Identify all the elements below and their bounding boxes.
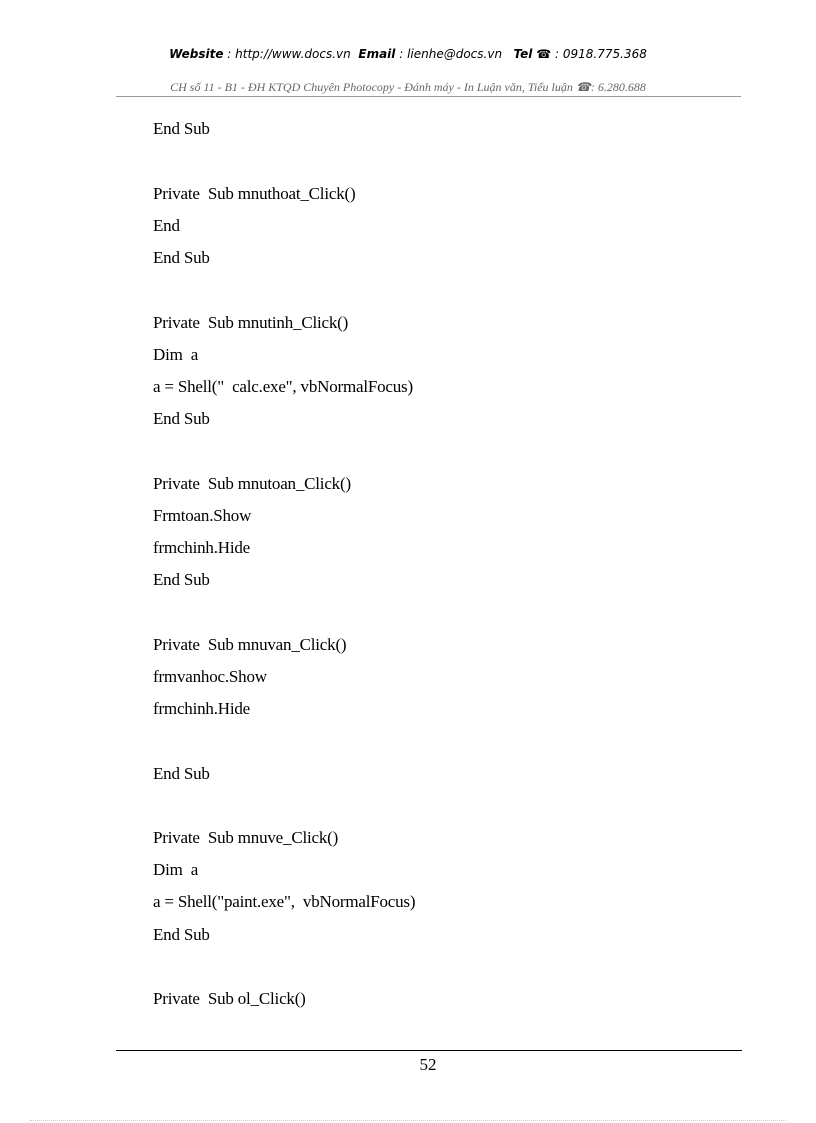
- code-line: a = Shell("paint.exe", vbNormalFocus): [153, 892, 416, 911]
- subline-text: CH số 11 - B1 - ĐH KTQD Chuyên Photocopy - Đánh máy - In Luận văn, Tiểu luận: [170, 80, 573, 94]
- code-line: End Sub: [153, 925, 210, 944]
- code-line: End: [153, 216, 180, 235]
- email-label: Email: [358, 47, 396, 61]
- website-label: Website: [169, 47, 224, 61]
- code-line: Private Sub mnutoan_Click(): [153, 474, 351, 493]
- code-line: Private Sub mnuve_Click(): [153, 828, 339, 847]
- header-contact-line: [0, 47, 816, 61]
- code-line: End Sub: [153, 119, 210, 138]
- tel-value: : 0918.775.368: [551, 47, 647, 61]
- code-line: End Sub: [153, 248, 210, 267]
- page-number: 52: [419, 1055, 437, 1074]
- code-line: frmvanhoc.Show: [153, 667, 267, 686]
- code-line: a = Shell(" calc.exe", vbNormalFocus): [153, 377, 413, 396]
- code-line: End Sub: [153, 570, 210, 589]
- page-edge: [30, 1120, 786, 1121]
- header-subline: [0, 80, 816, 95]
- code-line: End Sub: [153, 409, 210, 428]
- code-line: Dim a: [153, 345, 199, 364]
- code-line: frmchinh.Hide: [153, 699, 251, 718]
- phone-icon-small: ☎: [575, 80, 591, 94]
- code-line: End Sub: [153, 764, 210, 783]
- code-line: Private Sub mnuthoat_Click(): [153, 184, 356, 203]
- code-line: Frmtoan.Show: [153, 506, 252, 525]
- website-url: : http://www.docs.vn: [223, 47, 351, 61]
- email-value: : lienhe@docs.vn: [395, 47, 503, 61]
- subline-phone: : 6.280.688: [590, 80, 646, 94]
- code-line: frmchinh.Hide: [153, 538, 251, 557]
- code-line: Private Sub mnutinh_Click(): [153, 313, 349, 332]
- footer-divider: [116, 1050, 742, 1051]
- code-line: Dim a: [153, 860, 199, 879]
- tel-label: Tel: [513, 47, 533, 61]
- code-line: Private Sub ol_Click(): [153, 989, 306, 1008]
- code-line: Private Sub mnuvan_Click(): [153, 635, 347, 654]
- phone-icon: ☎: [536, 47, 552, 61]
- header-divider: [116, 96, 741, 97]
